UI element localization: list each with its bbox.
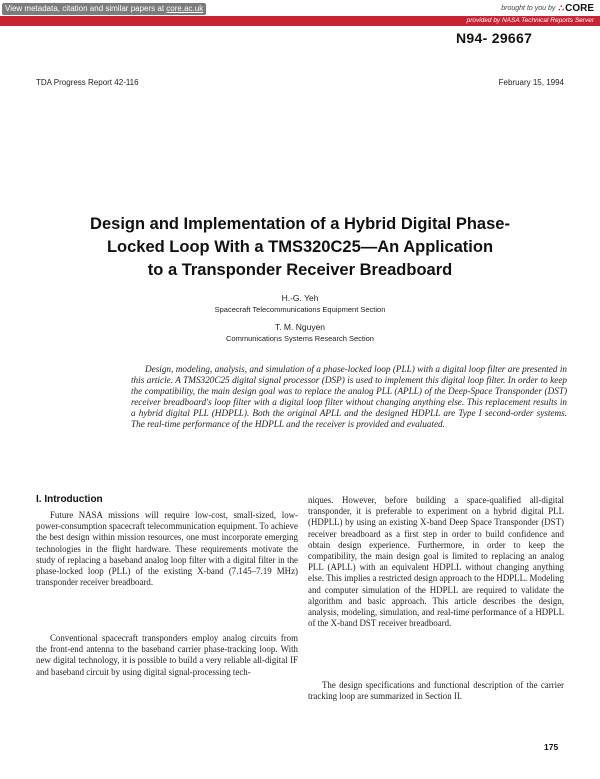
author-affiliation: Spacecraft Telecommunications Equipment Section xyxy=(214,305,386,314)
author-name: H.-G. Yeh xyxy=(281,293,319,303)
author-affiliation: Communications Systems Research Section xyxy=(226,334,374,343)
report-id: TDA Progress Report 42-116 xyxy=(36,78,139,87)
paragraph: niques. However, before building a space-qualified all-digital transponder, it is preferable to experiment on a hybrid digital PLL (HDPLL) by using an existing X-band Deep Space Transponder (DST) receiver breadboard as a first step in order to build confidence and obtain design experience. Furthermore, in order to keep the compatibility, the main design goal is limited to replacing an analog PLL (APLL) with an equivalent HDPLL without changing anything else. This implies a restricted design approach to the HDPLL. Modeling and computer simulation of the HDPLL are required to validate the algorithm and basic approach. This article describes the design, analysis, modeling, simulation, and real-time performance of a HDPLL of the X-band DST receiver breadboard. xyxy=(308,495,564,629)
paragraph: Conventional spacecraft transponders employ analog circuits from the front-end antenna to the baseband carrier phase-tracking loop. With new digital technology, it is possible to build a very reliable all-digital IF and baseband circuit by using digital signal-processing tech- xyxy=(36,633,298,677)
core-logo[interactable] xyxy=(558,3,594,14)
core-banner xyxy=(0,0,600,16)
left-column xyxy=(36,510,298,588)
paragraph: Future NASA missions will require low-cost, small-sized, low-power-consumption spacecraft telecommunication equipment. To achieve the best design within mission resources, one must incorporate emerging technologies in the flight hardware. These requirements motivate the study of replacing a baseband analog loop filter with a digital filter in the phase-locked loop (PLL) of the existing X-band (7.145–7.19 MHz) transponder receiver breadboard. xyxy=(36,510,298,588)
section-heading: I. Introduction xyxy=(36,494,103,505)
core-metadata-link[interactable] xyxy=(2,3,206,15)
core-link-text: View metadata, citation and similar papers at xyxy=(5,4,167,13)
author-name: T. M. Nguyen xyxy=(274,322,326,332)
brought-by xyxy=(501,3,594,14)
paper-title xyxy=(40,213,560,282)
abstract: Design, modeling, analysis, and simulation of a phase-locked loop (PLL) with a digital loop filter are presented in this article. A TMS320C25 digital signal processor (DSP) is used to implement this digital loop filter. In order to keep the compatibility, the main design goal was to replace the analog PLL (APLL) of the Deep-Space Transponder (DST) receiver breadboard's loop filter with a digital loop filter without changing anything else. This replacement results in a hybrid digital PLL (HDPLL). Both the original APLL and the designed HDPLL are Type I second-order systems. The real-time performance of the HDPLL and the receiver is provided and evaluated. xyxy=(131,364,567,430)
core-link-domain[interactable]: core.ac.uk xyxy=(166,4,204,13)
title-line: Design and Implementation of a Hybrid Digital Phase- xyxy=(90,215,510,233)
title-line: to a Transponder Receiver Breadboard xyxy=(147,261,453,279)
title-line: Locked Loop With a TMS320C25—An Application xyxy=(106,238,494,256)
core-logo-icon: ∴ xyxy=(558,3,564,13)
left-column-continued xyxy=(36,633,298,678)
core-logo-text: CORE xyxy=(565,3,594,14)
provided-by-bar xyxy=(0,16,600,26)
right-column xyxy=(308,495,564,629)
provided-text[interactable]: provided by NASA Technical Reports Server xyxy=(466,17,594,24)
right-column-continued xyxy=(308,680,564,702)
report-date: February 15, 1994 xyxy=(498,78,564,87)
page-number: 175 xyxy=(544,742,559,752)
document-number: N94- 29667 xyxy=(456,30,533,46)
brought-text: brought to you by xyxy=(501,5,556,12)
paragraph: The design specifications and functional description of the carrier tracking loop are summarized in Section II. xyxy=(308,680,564,702)
